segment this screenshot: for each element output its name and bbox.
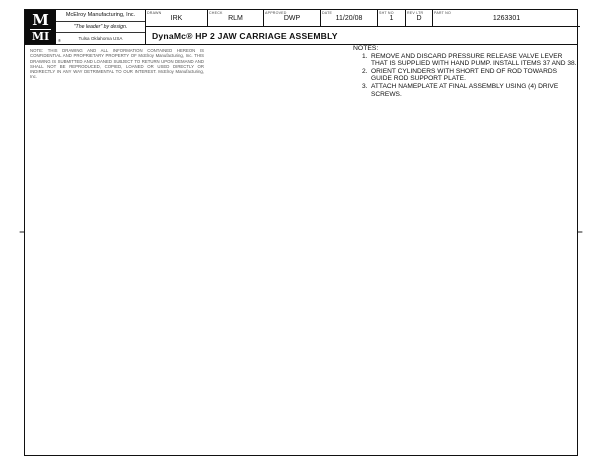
company-tagline: "The leader" by design. [56, 22, 145, 34]
field-value: 11/20/08 [335, 15, 363, 22]
field-drawn [146, 10, 208, 26]
field-label: DATE [322, 11, 333, 15]
note-item: ORIENT CYLINDERS WITH SHORT END OF ROD TOWARDS GUIDE ROD SUPPORT PLATE. [371, 67, 557, 83]
company-location: Tulsa Oklahoma USA [78, 36, 123, 42]
field-label: PART NO [434, 11, 451, 15]
field-date [321, 10, 378, 26]
logo-mi: MI [31, 29, 50, 43]
notes-block [353, 45, 577, 98]
company-name: McElroy Manufacturing, Inc. [56, 10, 145, 22]
sheet-border [24, 9, 578, 456]
field-value: RLM [228, 15, 243, 22]
registered-mark: ® [58, 38, 61, 43]
field-approved [264, 10, 321, 26]
field-label: CHECK [209, 11, 223, 15]
field-rev-ltr [406, 10, 433, 26]
note-item: REMOVE AND DISCARD PRESSURE RELEASE VALVE LEVER THAT IS SUPPLIED WITH HAND PUMP. INSTALL ITEMS 37 AND 38. [371, 52, 577, 68]
note-item: ATTACH NAMEPLATE AT FINAL ASSEMBLY USING (4) DRIVE SCREWS. [371, 82, 559, 98]
field-value: 1 [389, 15, 394, 22]
title-block-fields [146, 10, 580, 44]
drawing-title: DynaMc® HP 2 JAW CARRIAGE ASSEMBLY [152, 30, 338, 41]
field-part-no [433, 10, 580, 26]
notes-list [353, 53, 577, 99]
field-check [208, 10, 264, 26]
field-value: IRK [170, 15, 183, 22]
field-sht-no [378, 10, 406, 26]
mcelroy-logo [25, 10, 56, 44]
field-value: D [416, 15, 422, 22]
field-value: DWP [283, 15, 301, 22]
field-value: 1263301 [492, 15, 521, 22]
notes-heading: NOTES: [353, 45, 379, 52]
logo-m: M [32, 10, 49, 29]
field-label: SHT NO [379, 11, 394, 15]
field-label: APPROVED [265, 11, 287, 15]
title-block [25, 10, 577, 45]
field-label: REV LTR [407, 11, 424, 15]
company-cell [56, 10, 146, 44]
field-label: DRAWN [147, 11, 162, 15]
proprietary-note: NOTE: THIS DRAWING AND ALL INFORMATION CONTAINED HEREON IS CONFIDENTIAL AND PROPRIETARY PROPERTY OF McElroy Manufacturing, Inc. THIS DRAWING IS SUBMITTED AND LOANED SUBJECT TO RETURN UPON DEMAND AND SHALL NOT BE REPRODUCED, COPIED, LOANED OR USED DIRECTLY OR INDIRECTLY IN ANY WAY DETRIMENTAL TO OUR INTEREST. McElroy Manufacturing, Inc. [30, 48, 204, 80]
field-row [146, 10, 580, 27]
